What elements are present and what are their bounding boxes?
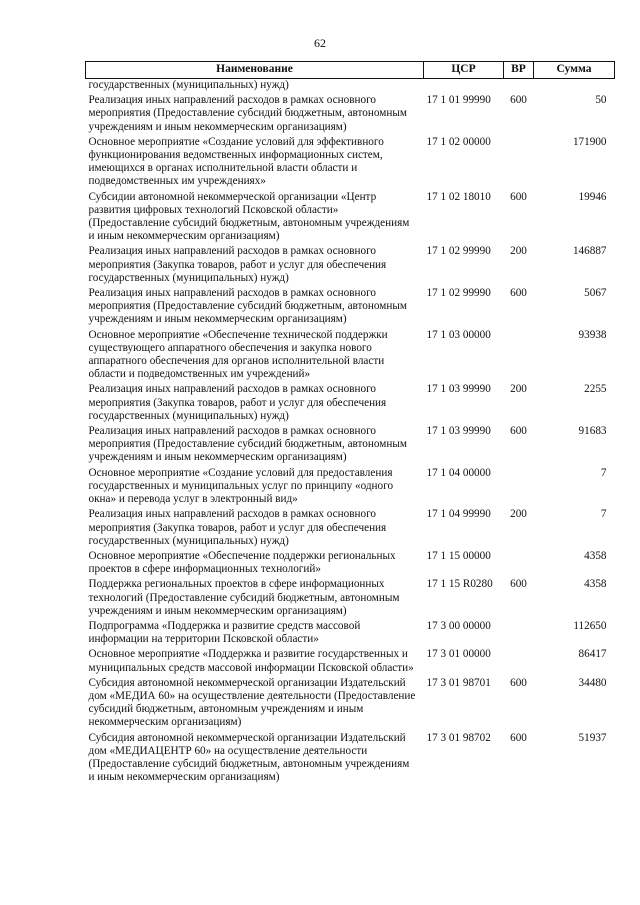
row-name: Поддержка региональных проектов в сфере информационных технологий (Предоставление субсидий бюджетным, автономным учреждениям и иным некоммерческим организациям) xyxy=(88,578,400,617)
table-row xyxy=(86,508,615,550)
table-row xyxy=(86,191,615,246)
row-csr: 17 1 04 00000 xyxy=(426,466,491,479)
row-vr xyxy=(504,79,534,95)
row-sum: 4358 xyxy=(584,578,607,591)
row-name: Реализация иных направлений расходов в рамках основного мероприятия (Закупка товаров, работ и услуг для обеспечения государственных (муниципальных) нужд) xyxy=(88,383,387,422)
row-name: Реализация иных направлений расходов в рамках основного мероприятия (Предоставление субсидий бюджетным, автономным учреждениям и иным некоммерческим организациям) xyxy=(88,425,407,464)
row-csr: 17 3 01 00000 xyxy=(426,648,491,661)
row-csr: 17 1 04 99990 xyxy=(426,508,491,521)
row-sum: 146887 xyxy=(572,245,607,258)
row-name: Основное мероприятие «Создание условий для предоставления государственных и муниципальных услуг по принципу «одного окна» и перевода услуг в электронный вид» xyxy=(88,466,394,506)
row-csr: 17 1 03 99990 xyxy=(426,383,491,396)
row-name: Реализация иных направлений расходов в рамках основного мероприятия (Закупка товаров, работ и услуг для обеспечения государственных (муниципальных) нужд) xyxy=(88,245,387,284)
table-row xyxy=(86,383,615,425)
header-vr: ВР xyxy=(504,62,534,79)
row-vr: 600 xyxy=(510,731,527,744)
row-name: государственных (муниципальных) нужд) xyxy=(88,79,289,91)
row-csr: 17 3 01 98702 xyxy=(426,731,491,744)
row-csr: 17 1 15 R0280 xyxy=(426,578,493,591)
row-csr: 17 1 01 99990 xyxy=(426,94,491,107)
row-sum: 86417 xyxy=(578,648,607,661)
row-vr xyxy=(504,620,534,648)
row-sum: 34480 xyxy=(578,676,607,689)
row-sum: 2255 xyxy=(584,383,607,396)
row-csr: 17 1 02 99990 xyxy=(426,287,491,300)
table-row xyxy=(86,550,615,578)
table-row xyxy=(86,245,615,287)
row-name: Основное мероприятие «Обеспечение технической поддержки существующего аппаратного обеспечения и закупка нового аппаратного обеспечения для органов исполнительной власти области и подведомственных им учреждений» xyxy=(88,328,388,381)
header-sum: Сумма xyxy=(534,62,615,79)
row-vr: 200 xyxy=(510,383,527,396)
row-csr: 17 1 02 18010 xyxy=(426,190,491,203)
row-vr: 600 xyxy=(510,94,527,107)
row-name: Субсидия автономной некоммерческой организации Издательский дом «МЕДИАЦЕНТР 60» на осуществление деятельности (Предоставление субсидий бюджетным, автономным учреждениям и иным некоммерческим организациям) xyxy=(88,731,410,784)
table-row xyxy=(86,329,615,384)
row-sum: 5067 xyxy=(584,287,607,300)
table-row xyxy=(86,578,615,620)
row-sum: 50 xyxy=(595,94,607,107)
header-csr: ЦСР xyxy=(424,62,504,79)
row-csr: 17 1 02 00000 xyxy=(426,135,491,148)
row-csr: 17 1 03 99990 xyxy=(426,425,491,438)
budget-table xyxy=(85,61,615,786)
row-vr xyxy=(504,648,534,676)
row-sum: 171900 xyxy=(572,135,607,148)
table-body xyxy=(86,79,615,787)
table-row xyxy=(86,136,615,191)
row-vr: 600 xyxy=(510,190,527,203)
table-row xyxy=(86,425,615,467)
page-number: 62 xyxy=(314,36,326,50)
row-csr: 17 3 01 98701 xyxy=(426,676,491,689)
row-name: Основное мероприятие «Создание условий для эффективного функционирования ведомственных информационных систем, имеющихся в органах исполнительной власти области и подведомственных им учреждениях» xyxy=(88,135,384,188)
row-name: Реализация иных направлений расходов в рамках основного мероприятия (Закупка товаров, работ и услуг для обеспечения государственных (муниципальных) нужд) xyxy=(88,508,387,547)
row-csr: 17 3 00 00000 xyxy=(426,619,491,632)
row-vr: 600 xyxy=(510,287,527,300)
row-vr: 600 xyxy=(510,676,527,689)
row-name: Подпрограмма «Поддержка и развитие средств массовой информации на территории Псковской области» xyxy=(88,619,361,646)
row-sum: 19946 xyxy=(578,190,607,203)
table-row xyxy=(86,648,615,676)
row-sum: 7 xyxy=(600,466,607,479)
table-row xyxy=(86,94,615,136)
row-name: Реализация иных направлений расходов в рамках основного мероприятия (Предоставление субсидий бюджетным, автономным учреждениям и иным некоммерческим организациям) xyxy=(88,94,407,133)
row-csr: 17 1 02 99990 xyxy=(426,245,491,258)
row-sum: 51937 xyxy=(578,731,607,744)
row-sum: 7 xyxy=(600,508,607,521)
table-row xyxy=(86,677,615,732)
header-name: Наименование xyxy=(86,62,424,79)
row-vr: 200 xyxy=(510,245,527,258)
row-name: Субсидии автономной некоммерческой организации «Центр развития цифровых технологий Псковской области» (Предоставление субсидий бюджетным, автономным учреждениям и иным некоммерческим организациям) xyxy=(88,190,410,243)
row-name: Основное мероприятие «Обеспечение поддержки региональных проектов в сфере информационных технологий» xyxy=(88,549,396,576)
row-vr: 600 xyxy=(510,578,527,591)
table-row xyxy=(86,79,615,95)
table-row xyxy=(86,287,615,329)
table-header-row xyxy=(86,62,615,79)
row-name: Субсидия автономной некоммерческой организации Издательский дом «МЕДИА 60» на осуществление деятельности (Предоставление субсидий бюджетным, автономным учреждениям и иным некоммерческим организациям) xyxy=(88,676,416,729)
table-row xyxy=(86,732,615,787)
row-vr xyxy=(504,329,534,384)
row-sum: 112650 xyxy=(573,619,607,632)
row-name: Основное мероприятие «Поддержка и развитие государственных и муниципальных средств массовой информации Псковской области» xyxy=(88,648,414,674)
table-row xyxy=(86,620,615,648)
row-vr xyxy=(504,467,534,509)
row-csr: 17 1 15 00000 xyxy=(426,549,491,562)
row-vr: 200 xyxy=(510,508,527,521)
row-sum xyxy=(534,79,615,95)
row-vr xyxy=(504,136,534,191)
row-csr: 17 1 03 00000 xyxy=(426,328,491,341)
row-name: Реализация иных направлений расходов в рамках основного мероприятия (Предоставление субсидий бюджетным, автономным учреждениям и иным некоммерческим организациям) xyxy=(88,287,407,326)
row-sum: 4358 xyxy=(584,549,607,562)
row-vr: 600 xyxy=(510,425,527,438)
row-sum: 93938 xyxy=(578,328,607,341)
table-row xyxy=(86,467,615,509)
row-csr xyxy=(424,79,504,95)
row-vr xyxy=(504,550,534,578)
row-sum: 91683 xyxy=(578,425,607,438)
